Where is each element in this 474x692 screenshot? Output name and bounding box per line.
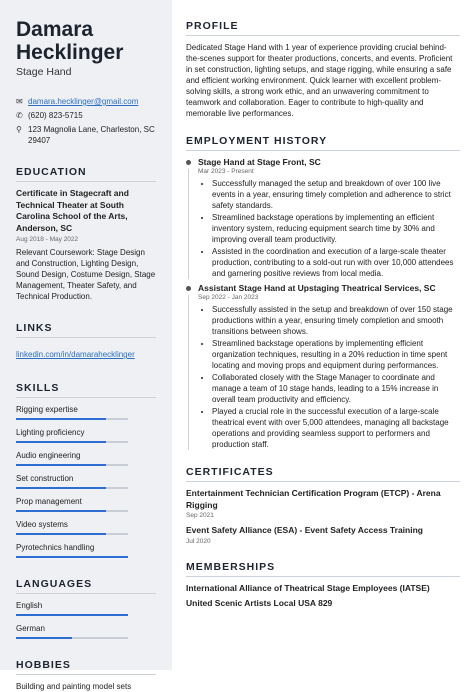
job-bullets [198,304,460,450]
address: 123 Magnolia Lane, Charleston, SC 29407 [28,125,155,145]
candidate-name [16,18,156,64]
last-name: Hecklinger [16,41,124,64]
timeline-dot-icon [186,160,191,165]
education-description: Relevant Coursework: Stage Design and Construction, Lighting Design, Sound Design, Costume Design, Stage Management, Theater Safety, and Technical Production. [16,248,156,301]
contact-address [16,124,156,146]
sidebar [0,0,172,691]
skill-name: Rigging expertise [16,405,78,414]
timeline-dot-icon [186,286,191,291]
skill-item [16,519,156,535]
profile-text: Dedicated Stage Hand with 1 year of experience providing crucial behind-the-scenes support for theater productions, concerts, and events. Proficient in set construction, lighting setups, and stage rigging, while ensuring a safe and efficient working environment. Quick learner with excellent problem-solving skills, a strong work ethic, and an unwavering commitment to teamwork and collaboration. Eager to contribute to high-quality and memorable live performances. [186,43,453,118]
skill-level-bar [16,464,128,466]
skill-level-fill [16,441,106,443]
skill-level-fill [16,418,106,420]
language-item [16,600,156,616]
skill-level-bar [16,441,128,443]
profile-section [186,20,460,119]
job-bullet: • Assisted in the coordination and execution of a large-scale theater production, contributing to a sold-out run with over 10,000 attendees and garnering positive reviews from local media. [212,246,460,279]
certificate-item [186,488,460,519]
skill-item [16,496,156,512]
skill-name: Prop management [16,497,82,506]
links-heading: LINKS [16,322,156,338]
phone-number: (620) 823-5715 [28,111,83,120]
contact-phone [16,110,156,121]
skill-item [16,450,156,466]
skills-list [16,404,156,558]
job-entry [186,157,460,279]
skill-level-bar [16,487,128,489]
job-bullet: • Collaborated closely with the Stage Manager to coordinate and manage a team of 10 stage hands, leading to a 15% increase in overall team productivity and efficiency. [212,372,460,405]
language-item [16,623,156,639]
job-bullet: • Played a crucial role in the successful execution of a large-scale theatrical event with over 5,000 attendees, managing all backstage operations and providing seamless support to performers and production staff. [212,406,460,450]
skill-item [16,473,156,489]
phone-icon: ✆ [16,111,23,120]
certificate-date: Sep 2021 [186,512,214,519]
language-level-bar [16,637,128,639]
skill-item [16,404,156,420]
linkedin-link[interactable]: linkedin.com/in/damarahecklinger [16,350,135,359]
skill-level-bar [16,510,128,512]
location-pin-icon: ⚲ [16,125,22,134]
languages-list [16,600,156,639]
language-name: English [16,601,43,610]
memberships-list [186,583,460,608]
language-level-fill [16,614,128,616]
skill-level-fill [16,556,128,558]
skills-heading: SKILLS [16,382,156,398]
job-bullet: • Streamlined backstage operations by implementing efficient organization techniques, resulting in a 20% reduction in time spent locating and moving props and equipment during performances. [212,338,460,371]
profile-heading: PROFILE [186,20,460,36]
skill-name: Lighting proficiency [16,428,85,437]
skill-name: Video systems [16,520,68,529]
skill-name: Audio engineering [16,451,81,460]
certificates-list [186,488,460,545]
certificate-item [186,525,460,545]
skill-level-fill [16,464,106,466]
skill-item [16,427,156,443]
certificate-title: Entertainment Technician Certification Program (ETCP) - Arena Rigging [186,488,441,510]
email-link[interactable]: damara.hecklinger@gmail.com [28,97,139,106]
job-dates: Mar 2023 - Present [198,168,254,175]
skill-name: Set construction [16,474,74,483]
skill-level-fill [16,533,106,535]
skill-name: Pyrotechnics handling [16,543,95,552]
skill-level-bar [16,418,128,420]
skill-item [16,542,156,558]
language-level-bar [16,614,128,616]
job-bullets [198,178,460,279]
languages-heading: LANGUAGES [16,578,156,594]
first-name: Damara [16,18,94,41]
jobs-list [186,157,460,450]
language-name: German [16,624,45,633]
job-bullet: • Successfully assisted in the setup and breakdown of over 150 stage productions within a year, ensuring timely completion and smooth transitions between shows. [212,304,460,337]
skill-level-bar [16,533,128,535]
membership-item: United Scenic Artists Local USA 829 [186,597,333,608]
job-title: Stage Hand at Stage Front, SC [198,157,321,167]
main-content [172,0,474,670]
employment-heading: EMPLOYMENT HISTORY [186,135,460,151]
certificates-heading: CERTIFICATES [186,466,460,482]
membership-item: International Alliance of Theatrical Stage Employees (IATSE) [186,582,430,593]
contact-list [16,96,156,146]
job-dates: Sep 2022 - Jan 2023 [198,294,259,301]
envelope-icon: ✉ [16,97,23,106]
hobby-item: Building and painting model sets [16,682,132,691]
memberships-heading: MEMBERSHIPS [186,561,460,577]
certificate-title: Event Safety Alliance (ESA) - Event Safety Access Training [186,525,423,535]
job-bullet: • Successfully managed the setup and breakdown of over 100 live events in a year, ensuring timely completion and adherence to strict safety standards. [212,178,460,211]
education-degree: Certificate in Stagecraft and Technical Theater at South Carolina School of the Arts, Anderson, SC [16,188,129,233]
job-role: Stage Hand [16,66,72,78]
skill-level-fill [16,487,106,489]
employment-section [186,135,460,450]
job-bullet: • Streamlined backstage operations by implementing an efficient inventory system, reducing equipment search time by 30% and improving overall team productivity. [212,212,460,245]
hobbies-heading: HOBBIES [16,659,156,675]
education-heading: EDUCATION [16,166,156,182]
job-title: Assistant Stage Hand at Upstaging Theatrical Services, SC [198,283,436,293]
certificates-section [186,466,460,545]
language-level-fill [16,637,72,639]
job-entry [186,283,460,450]
skill-level-fill [16,510,106,512]
memberships-section [186,561,460,608]
skill-level-bar [16,556,128,558]
certificate-date: Jul 2020 [186,537,211,545]
education-dates: Aug 2018 - May 2022 [16,236,79,243]
contact-email [16,96,156,107]
